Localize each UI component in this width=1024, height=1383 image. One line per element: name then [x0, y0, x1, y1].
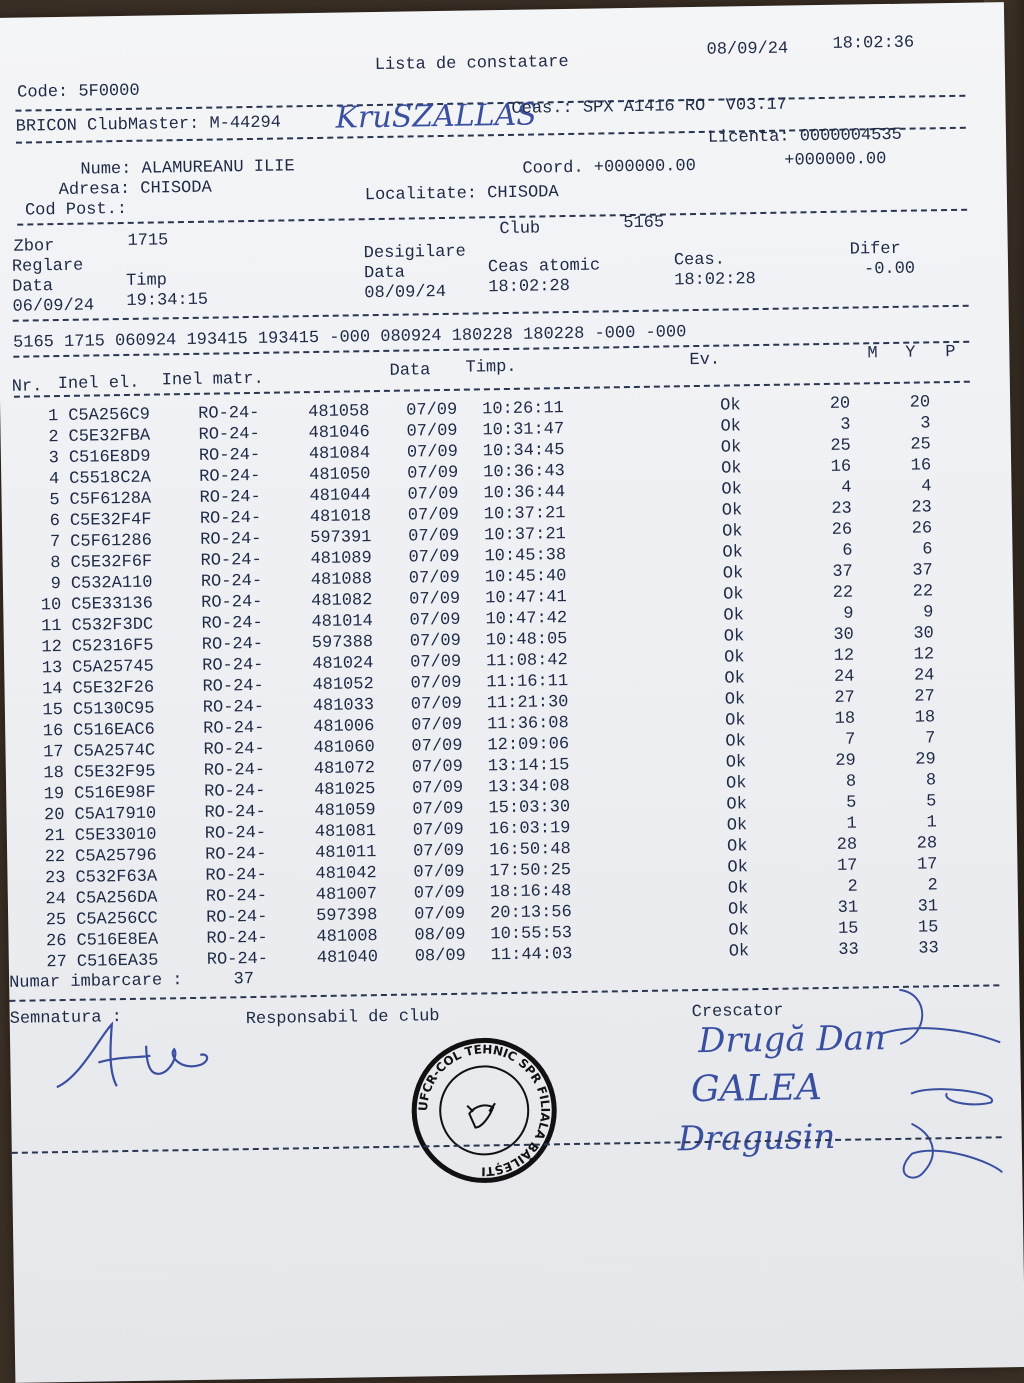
row-inel-el: C5130C95 [72, 699, 155, 720]
club-stamp [408, 1034, 560, 1186]
row-y: 24 [913, 666, 935, 686]
row-date: 07/09 [407, 505, 460, 526]
row-inel-matr: 481052 [312, 675, 374, 696]
desigilare-data-label: Data [363, 263, 406, 284]
signature-left [50, 1015, 221, 1098]
row-time: 10:45:38 [484, 546, 567, 567]
list-title: Lista de constatare [374, 52, 569, 76]
row-m: 2 [847, 877, 858, 897]
zbor-label: Zbor [13, 237, 55, 257]
row-date: 07/09 [408, 547, 460, 568]
handwritten-name-2: GALEA [690, 1067, 823, 1111]
row-inel-matr: 481007 [315, 885, 378, 906]
col-ev: Ev. [689, 350, 721, 371]
row-m: 28 [836, 835, 858, 855]
coord-label: Coord. +000000.00 [522, 156, 697, 179]
row-y: 26 [911, 519, 933, 539]
row-ro-prefix: RO-24- [201, 592, 263, 613]
col-timp: Timp. [465, 357, 517, 378]
row-nr: 23 [44, 868, 66, 889]
row-m: 5 [846, 793, 857, 813]
col-m: M [867, 344, 878, 364]
numar-imbarcare: Numar imbarcare : 37 [9, 970, 255, 993]
row-nr: 19 [43, 784, 65, 805]
row-ro-prefix: RO-24- [198, 424, 260, 445]
row-ev: Ok [726, 795, 748, 815]
row-date: 07/09 [408, 526, 460, 547]
divider [17, 209, 967, 226]
reglare-data: 06/09/24 [12, 296, 95, 317]
row-y: 29 [915, 750, 936, 770]
row-nr: 26 [45, 931, 67, 952]
row-date: 07/09 [412, 820, 464, 841]
row-m: 27 [834, 688, 855, 708]
row-inel-el: C5E32F95 [73, 762, 156, 783]
row-inel-matr: 481046 [308, 423, 370, 444]
row-ev: Ok [723, 627, 745, 647]
row-m: 29 [835, 751, 856, 771]
row-time: 11:44:03 [490, 945, 573, 966]
row-nr: 9 [50, 575, 62, 595]
col-data: Data [389, 361, 431, 381]
row-y: 8 [925, 771, 937, 791]
row-inel-el: C5A256C9 [68, 405, 151, 426]
row-ev: Ok [728, 921, 749, 941]
adresa-label: Adresa: CHISODA [58, 178, 212, 201]
row-m: 4 [841, 478, 852, 498]
row-time: 20:13:56 [489, 903, 572, 924]
row-inel-el: C5F61286 [70, 531, 153, 552]
row-nr: 21 [44, 826, 66, 847]
club-value: 5165 [623, 213, 665, 234]
row-ev: Ok [724, 669, 746, 689]
row-inel-matr: 481011 [315, 843, 377, 864]
row-y: 33 [918, 939, 939, 959]
row-nr: 27 [46, 952, 67, 973]
row-nr: 7 [49, 533, 61, 553]
row-inel-el: C5E32FBA [68, 426, 151, 447]
row-m: 33 [838, 940, 859, 960]
row-ro-prefix: RO-24- [200, 571, 263, 592]
row-date: 07/09 [412, 778, 464, 799]
ceas-label: Ceas.: SPX A1416 RO V03.17 [511, 95, 788, 119]
row-inel-el: C516E8EA [76, 930, 159, 951]
row-ev: Ok [723, 585, 744, 605]
row-inel-matr: 481033 [312, 696, 375, 717]
row-date: 07/09 [406, 421, 458, 442]
row-ro-prefix: RO-24- [201, 634, 264, 655]
row-time: 10:47:41 [485, 588, 567, 609]
row-nr: 22 [44, 847, 66, 868]
row-date: 07/09 [409, 610, 461, 631]
row-y: 9 [923, 603, 934, 623]
row-y: 37 [912, 561, 933, 581]
row-ro-prefix: RO-24- [202, 676, 264, 697]
row-y: 20 [909, 393, 931, 413]
row-time: 10:36:44 [483, 483, 566, 504]
row-m: 12 [833, 646, 855, 666]
row-ev: Ok [723, 606, 745, 626]
row-nr: 2 [48, 428, 59, 448]
handwritten-name-1: Drugă Dan [697, 1018, 887, 1062]
row-inel-matr: 481072 [313, 759, 376, 780]
row-time: 10:34:45 [482, 441, 565, 462]
ceas-atomic-label: Ceas atomic [487, 256, 601, 278]
row-m: 31 [837, 898, 859, 918]
row-nr: 8 [50, 554, 61, 574]
row-inel-el: C532F3DC [71, 615, 154, 636]
row-time: 11:21:30 [486, 693, 569, 714]
row-time: 11:36:08 [487, 714, 569, 735]
row-nr: 10 [40, 596, 62, 616]
row-inel-matr: 481042 [315, 864, 377, 885]
row-ro-prefix: RO-24- [198, 445, 261, 466]
row-m: 30 [833, 625, 854, 645]
row-time: 10:37:21 [483, 504, 566, 525]
col-p: P [945, 342, 956, 363]
row-m: 26 [831, 520, 853, 540]
row-nr: 18 [43, 763, 65, 784]
row-y: 6 [922, 540, 933, 560]
row-inel-matr: 481008 [316, 927, 378, 948]
row-ev: Ok [724, 711, 746, 731]
row-y: 28 [916, 834, 938, 854]
row-date: 07/09 [408, 568, 461, 589]
row-inel-matr: 481014 [311, 612, 373, 633]
row-inel-el: C516E98F [74, 783, 156, 804]
row-time: 11:16:11 [486, 672, 569, 693]
row-ro-prefix: RO-24- [206, 907, 268, 928]
row-inel-matr: 481024 [312, 654, 374, 675]
row-m: 20 [829, 394, 851, 414]
reglare-timp-label: Timp [126, 271, 168, 291]
reglare-data-label: Data [12, 277, 54, 297]
row-ro-prefix: RO-24- [200, 529, 262, 550]
row-y: 1 [926, 813, 937, 833]
row-m: 17 [836, 856, 858, 876]
row-m: 25 [830, 436, 851, 456]
row-inel-matr: 481050 [309, 465, 371, 486]
row-m: 1 [846, 814, 857, 834]
row-m: 9 [843, 604, 854, 624]
row-date: 07/09 [410, 652, 462, 673]
row-time: 17:50:25 [489, 861, 572, 882]
row-inel-matr: 481059 [314, 801, 376, 822]
row-ro-prefix: RO-24- [202, 697, 265, 718]
row-ro-prefix: RO-24- [204, 823, 267, 844]
row-y: 18 [914, 708, 936, 728]
row-y: 5 [926, 792, 937, 812]
row-time: 10:31:47 [482, 420, 565, 441]
row-m: 18 [834, 709, 856, 729]
row-inel-matr: 481040 [316, 948, 379, 969]
row-m: 24 [833, 667, 855, 687]
ceas-atomic-value: 18:02:28 [488, 276, 571, 298]
row-date: 07/09 [410, 694, 463, 715]
row-inel-matr: 481082 [311, 591, 373, 612]
row-date: 07/09 [413, 862, 465, 883]
semnatura-label: Semnatura : [9, 1008, 123, 1029]
licenta-label: Licenta: 0000004535 [707, 125, 902, 148]
row-inel-el: C5A17910 [74, 804, 157, 825]
row-time: 16:50:48 [488, 840, 571, 861]
row-ev: Ok [720, 396, 741, 416]
row-date: 07/09 [411, 736, 463, 757]
row-time: 10:26:11 [482, 399, 564, 420]
row-nr: 6 [49, 512, 61, 532]
row-y: 2 [927, 876, 938, 896]
row-nr: 11 [41, 617, 62, 637]
row-inel-el: C5F6128A [69, 489, 152, 510]
row-inel-el: C532F63A [75, 867, 158, 888]
row-nr: 4 [48, 470, 60, 490]
row-inel-matr: 481089 [310, 549, 372, 570]
row-date: 07/09 [413, 904, 466, 925]
signature-right [869, 982, 1012, 1194]
code-label: Code: 5F0000 [17, 81, 140, 103]
row-ro-prefix: RO-24- [206, 928, 268, 949]
zbor-value: 1715 [127, 231, 169, 251]
col-y: Y [905, 343, 916, 363]
row-time: 13:14:15 [487, 756, 570, 777]
row-y: 12 [913, 645, 935, 665]
row-ev: Ok [721, 501, 743, 521]
row-ro-prefix: RO-24- [205, 844, 267, 865]
row-date: 08/09 [414, 946, 466, 967]
row-nr: 17 [42, 742, 64, 763]
row-y: 15 [917, 918, 939, 938]
row-date: 08/09 [414, 925, 466, 946]
crescator-label: Crescator [691, 1001, 784, 1023]
results-table [20, 392, 1019, 974]
row-nr: 16 [42, 722, 64, 742]
row-date: 07/09 [406, 442, 459, 463]
row-inel-matr: 481060 [313, 738, 375, 759]
handwritten-note: KruSZALLAS [335, 97, 538, 136]
row-y: 7 [925, 729, 936, 749]
row-inel-el: C5E32F4F [69, 510, 152, 531]
row-y: 16 [910, 456, 932, 476]
ceas-value: 18:02:28 [674, 270, 756, 291]
row-y: 30 [913, 624, 934, 644]
row-inel-el: C5E32F26 [72, 678, 155, 699]
row-inel-el: C516EA35 [76, 951, 159, 972]
row-date: 07/09 [413, 883, 465, 904]
row-ev: Ok [727, 858, 748, 878]
row-y: 3 [920, 414, 931, 434]
row-date: 07/09 [406, 400, 458, 421]
row-time: 10:37:21 [484, 525, 566, 546]
row-ro-prefix: RO-24- [203, 739, 265, 760]
row-m: 22 [832, 583, 854, 603]
row-inel-el: C5E33136 [71, 594, 153, 615]
row-inel-el: C5A25745 [72, 657, 154, 678]
club-label: Club [499, 219, 541, 240]
row-ro-prefix: RO-24- [198, 403, 260, 424]
row-m: 6 [842, 541, 853, 561]
row-inel-matr: 481044 [309, 486, 371, 507]
row-inel-el: C52316F5 [71, 636, 154, 657]
row-ro-prefix: RO-24- [205, 865, 267, 886]
row-time: 16:03:19 [488, 819, 571, 840]
row-nr: 3 [48, 449, 60, 469]
row-nr: 5 [49, 491, 60, 511]
row-inel-matr: 481084 [308, 444, 371, 465]
localitate-label: Localitate: CHISODA [364, 183, 559, 206]
row-ev: Ok [725, 732, 747, 752]
row-m: 3 [840, 415, 851, 435]
row-ro-prefix: RO-24- [202, 655, 264, 676]
row-y: 23 [911, 498, 932, 518]
row-inel-el: C5A256DA [75, 888, 158, 909]
row-ro-prefix: RO-24- [205, 886, 268, 907]
ceas-label-2: Ceas. [673, 250, 726, 271]
row-y: 25 [910, 435, 931, 455]
row-nr: 15 [42, 701, 64, 721]
row-time: 11:08:42 [486, 651, 568, 672]
row-time: 10:47:42 [485, 609, 568, 630]
row-ev: Ok [727, 900, 749, 920]
row-time: 15:03:30 [488, 798, 571, 819]
row-inel-el: C5E33010 [74, 825, 157, 846]
row-ev: Ok [720, 438, 742, 458]
row-date: 07/09 [412, 799, 464, 820]
cod-post-label: Cod Post.: [24, 199, 128, 221]
row-inel-matr: 481058 [308, 402, 370, 423]
row-y: 4 [921, 477, 932, 497]
row-m: 16 [830, 457, 852, 477]
row-ro-prefix: RO-24- [206, 949, 269, 970]
row-y: 27 [914, 687, 935, 707]
row-ro-prefix: RO-24- [199, 466, 261, 487]
row-ev: Ok [721, 480, 743, 500]
row-ev: Ok [721, 459, 742, 479]
row-inel-matr: 481081 [314, 822, 377, 843]
row-ro-prefix: RO-24- [204, 802, 266, 823]
row-ro-prefix: RO-24- [199, 508, 262, 529]
header-time: 18:02:36 [832, 33, 915, 54]
clubmaster-label: BRICON ClubMaster: M-44294 [15, 113, 282, 137]
row-ev: Ok [722, 564, 744, 584]
row-date: 07/09 [411, 757, 463, 778]
difer-label: Difer [849, 239, 901, 260]
row-time: 10:45:40 [484, 567, 567, 588]
row-inel-matr: 597398 [316, 906, 378, 927]
row-inel-el: C516EAC6 [73, 720, 155, 741]
row-nr: 14 [42, 680, 63, 700]
row-ev: Ok [725, 753, 747, 773]
row-ev: Ok [726, 816, 748, 836]
row-nr: 1 [47, 407, 59, 427]
row-ro-prefix: RO-24- [199, 487, 261, 508]
row-ro-prefix: RO-24- [200, 550, 262, 571]
row-inel-matr: 597391 [310, 528, 372, 549]
row-ev: Ok [727, 879, 749, 899]
row-date: 07/09 [407, 463, 459, 484]
row-ev: Ok [720, 417, 742, 437]
col-inel-matr: Inel matr. [161, 369, 264, 391]
row-inel-el: C5A256CC [76, 909, 158, 930]
row-y: 22 [912, 582, 934, 602]
reglare-label: Reglare [11, 256, 84, 277]
row-m: 7 [845, 730, 856, 750]
row-nr: 13 [41, 659, 63, 679]
row-ev: Ok [722, 543, 744, 563]
row-ro-prefix: RO-24- [203, 760, 266, 781]
row-date: 07/09 [409, 589, 461, 610]
row-nr: 12 [41, 638, 63, 658]
row-date: 07/09 [413, 841, 465, 862]
row-ev: Ok [728, 942, 750, 962]
document-sheet [0, 2, 1024, 1383]
row-ev: Ok [722, 522, 743, 542]
row-ro-prefix: RO-24- [201, 613, 263, 634]
row-date: 07/09 [407, 484, 459, 505]
stamp-text: UFCR-COL TEHNIC SPR FILIALA BĂILEȘTI [416, 1042, 553, 1179]
nume-label: Nume: ALAMUREANU ILIE [80, 157, 295, 180]
row-date: 07/09 [410, 673, 462, 694]
row-inel-matr: 481006 [313, 717, 375, 738]
row-nr: 24 [45, 889, 67, 910]
code-line: 5165 1715 060924 193415 193415 -000 080924 180228 180228 -000 -000 [12, 323, 687, 353]
row-date: 07/09 [411, 715, 463, 736]
row-ro-prefix: RO-24- [204, 781, 266, 802]
handwritten-name-3: Dragusin [677, 1116, 836, 1160]
row-ev: Ok [725, 774, 747, 794]
row-m: 8 [845, 772, 857, 792]
row-m: 37 [832, 562, 853, 582]
row-inel-el: C5E32F6F [70, 552, 153, 573]
row-ro-prefix: RO-24- [203, 718, 265, 739]
row-time: 12:09:06 [487, 735, 570, 756]
row-inel-matr: 481025 [314, 780, 376, 801]
desigilare-label: Desigilare [363, 242, 466, 264]
col-nr: Nr. [11, 377, 43, 397]
row-time: 10:36:43 [483, 462, 565, 483]
row-inel-matr: 481088 [310, 570, 373, 591]
row-time: 10:48:05 [485, 630, 568, 651]
row-inel-matr: 597388 [311, 633, 374, 654]
col-inel-el: Inel el. [57, 373, 140, 395]
row-nr: 25 [45, 910, 67, 931]
desigilare-data: 08/09/24 [364, 282, 447, 304]
row-inel-el: C5518C2A [69, 468, 152, 489]
header-date: 08/09/24 [706, 39, 789, 60]
row-y: 17 [916, 855, 938, 875]
row-inel-el: C5A25796 [75, 846, 157, 867]
row-time: 18:16:48 [489, 882, 572, 903]
row-nr: 20 [43, 805, 65, 826]
row-ev: Ok [723, 648, 745, 668]
row-m: 15 [837, 919, 859, 939]
coord-secondary: +000000.00 [784, 150, 887, 171]
row-y: 31 [917, 897, 939, 917]
row-ev: Ok [724, 690, 746, 710]
row-ev: Ok [726, 837, 748, 857]
row-inel-el: C516E8D9 [68, 447, 151, 468]
difer-value: -0.00 [863, 259, 916, 280]
responsabil-label: Responsabil de club [245, 1007, 440, 1030]
row-inel-el: C532A110 [70, 573, 153, 594]
row-date: 07/09 [409, 631, 462, 652]
reglare-timp: 19:34:15 [126, 290, 209, 311]
row-time: 10:55:53 [490, 924, 573, 945]
row-m: 23 [831, 499, 852, 519]
row-inel-matr: 481018 [309, 507, 372, 528]
row-time: 13:34:08 [488, 777, 570, 798]
row-inel-el: C5A2574C [73, 741, 156, 762]
